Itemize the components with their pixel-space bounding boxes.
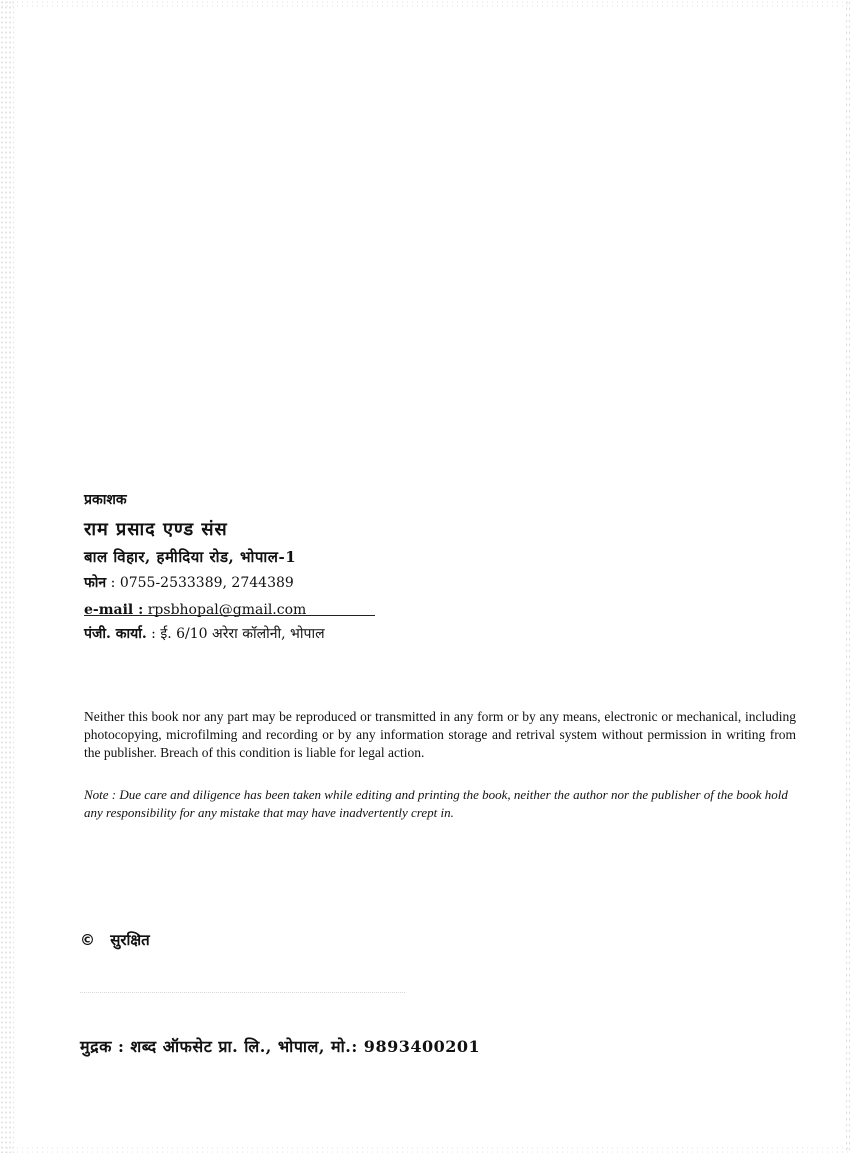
- registered-office-label: पंजी. कार्या.: [84, 626, 147, 642]
- registered-office-value: : ई. 6/10 अरेरा कॉलोनी, भोपाल: [151, 626, 325, 642]
- scan-edge-top: [0, 0, 851, 8]
- scan-edge-bottom: [0, 1146, 851, 1153]
- copyright-text: सुरक्षित: [110, 931, 150, 949]
- faint-divider: [80, 992, 405, 993]
- copyright-line: [80, 930, 150, 950]
- phone-label: फोन: [84, 575, 107, 591]
- publisher-phone: [84, 573, 404, 592]
- copyright-icon: ©: [80, 931, 95, 949]
- scan-edge-right: [845, 0, 851, 1153]
- copyright-notice: Neither this book nor any part may be reproduced or transmitted in any form or by any means, electronic or mechanical, including photocopying, microfilming and recording or by any information storage and retrival system without permission in writing from the publisher. Breach of this condition is liable for legal action.: [84, 709, 796, 760]
- publisher-name: राम प्रसाद एण्ड संस: [84, 519, 228, 540]
- publisher-block: [84, 490, 404, 626]
- scan-edge-left: [0, 0, 14, 1153]
- disclaimer-note: Note : Due care and diligence has been taken while editing and printing the book, neither the author nor the publisher of the book hold any responsibility for any mistake that may have inadvertently crept in.: [84, 787, 788, 820]
- printer-text: : शब्द ऑफसेट प्रा. लि., भोपाल, मो.: 9893400201: [117, 1037, 481, 1056]
- phone-value: : 0755-2533389, 2744389: [110, 575, 294, 591]
- printer-line: [80, 1035, 480, 1057]
- publisher-label: प्रकाशक: [84, 492, 127, 508]
- publisher-address: बाल विहार, हमीदिया रोड, भोपाल-1: [84, 548, 297, 566]
- email-value: rpsbhopal@gmail.com: [147, 602, 307, 618]
- registered-office: [84, 624, 325, 643]
- email-label: e-mail :: [84, 602, 144, 618]
- printer-label: मुद्रक: [80, 1037, 112, 1056]
- divider-rule: [84, 615, 375, 616]
